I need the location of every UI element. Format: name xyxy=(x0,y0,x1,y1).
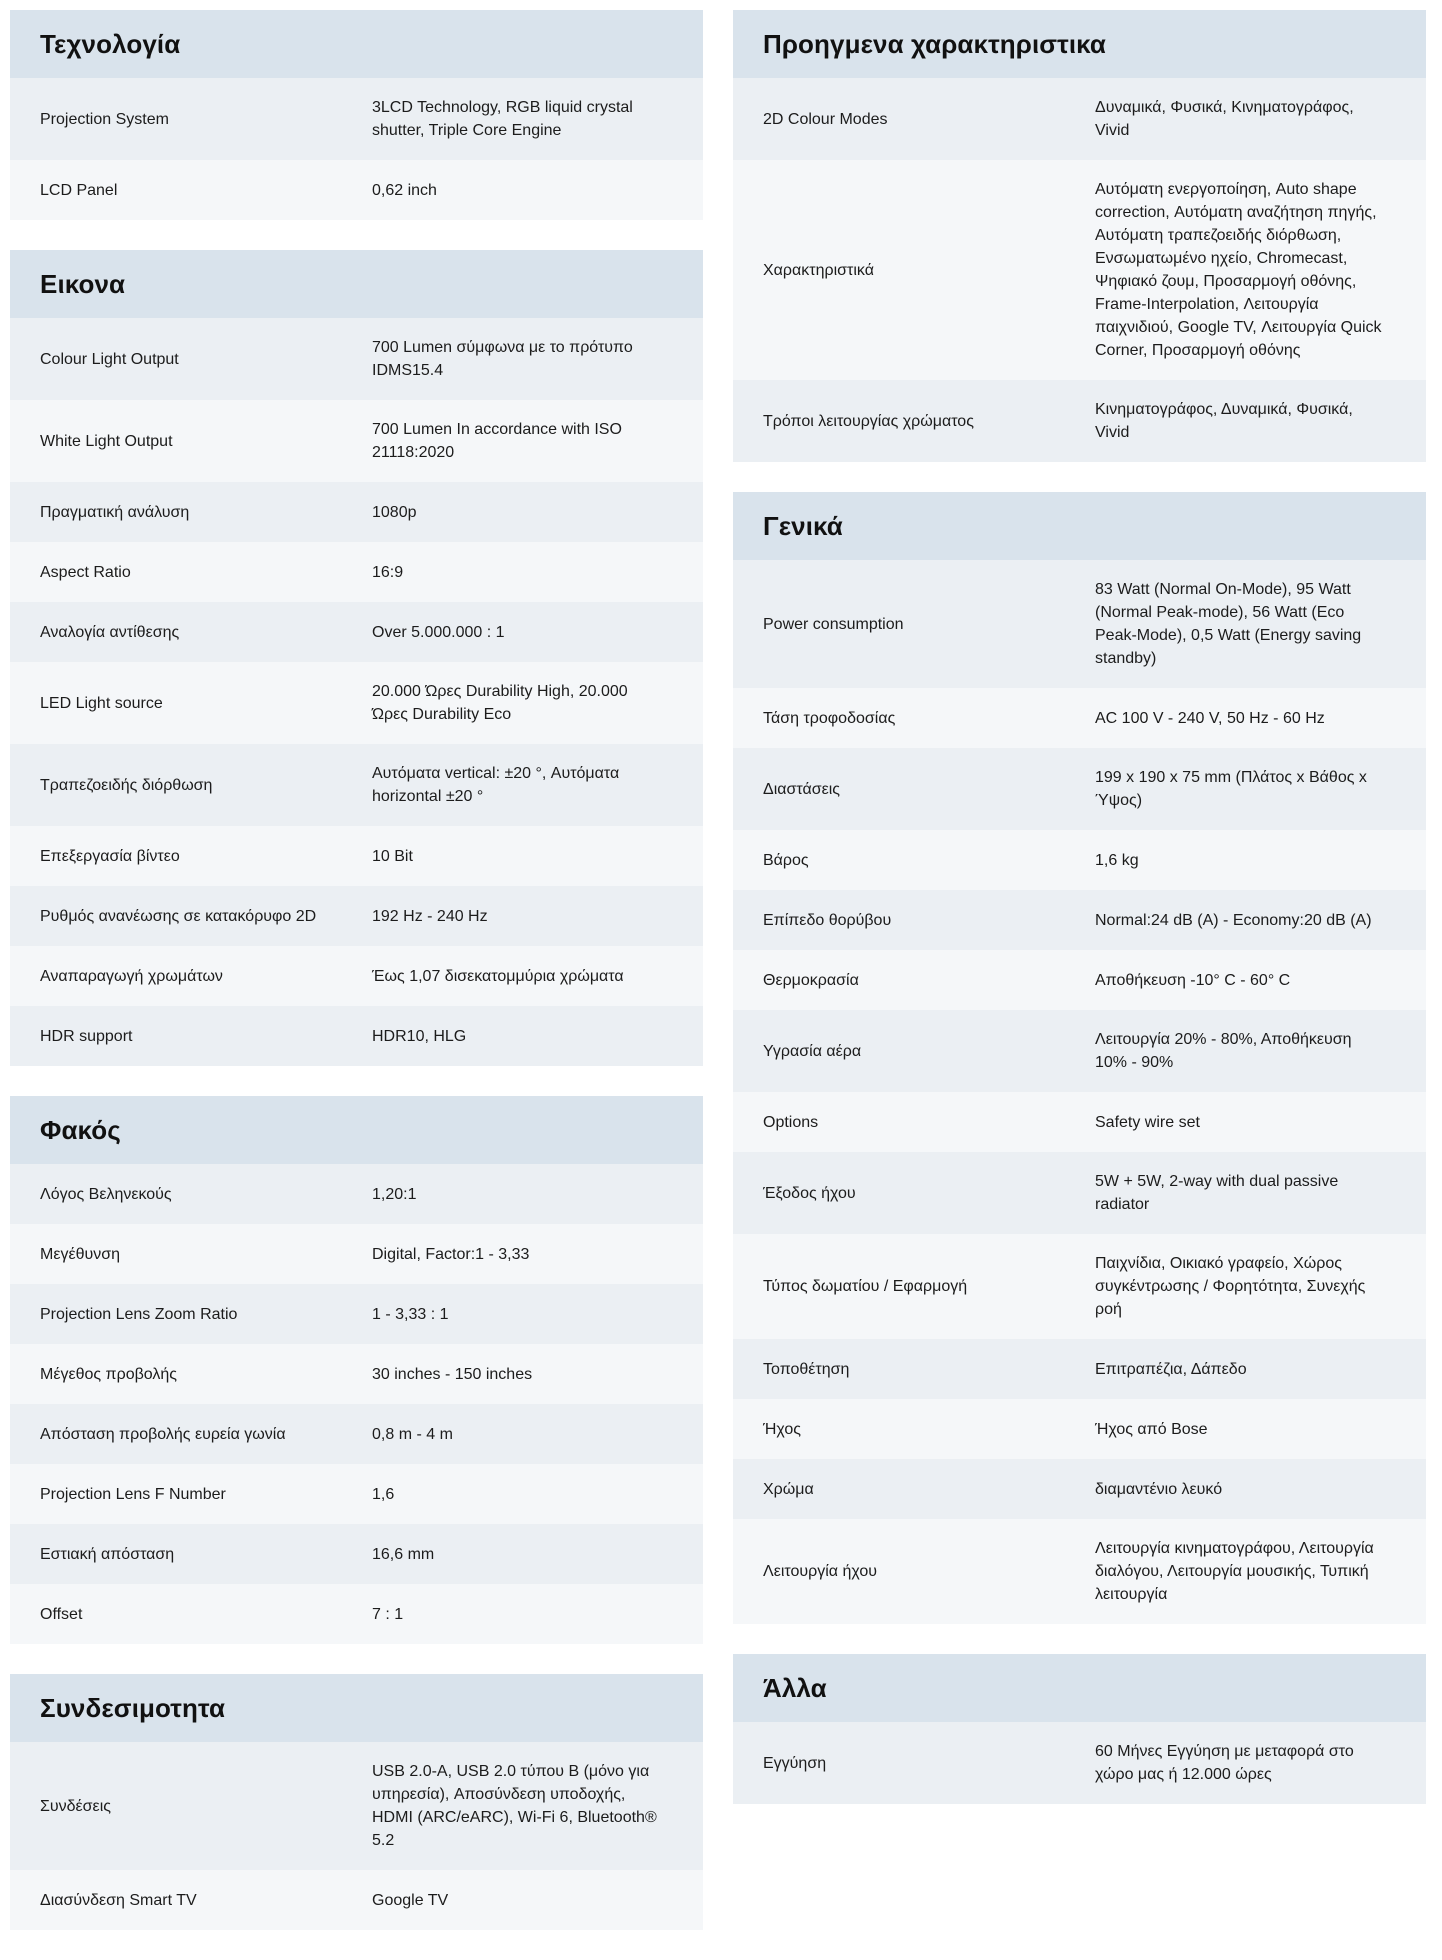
spec-value: 30 inches - 150 inches xyxy=(372,1365,533,1383)
spec-label: Διαστάσεις xyxy=(763,780,840,798)
spec-row xyxy=(733,1339,1426,1399)
spec-value: Επιτραπέζια, Δάπεδο xyxy=(1095,1360,1247,1378)
spec-row xyxy=(10,1464,703,1524)
spec-row xyxy=(10,1524,703,1584)
spec-label: Ήχος xyxy=(763,1420,801,1438)
spec-row xyxy=(10,1344,703,1404)
section-title: Εικονα xyxy=(40,268,126,299)
spec-value: 60 Μήνες Εγγύηση με μεταφορά στο χώρο μας ή 12.000 ώρες xyxy=(1095,1743,1354,1783)
spec-label: LCD Panel xyxy=(40,181,118,199)
spec-table xyxy=(10,1164,703,1644)
spec-value: 1,6 kg xyxy=(1095,851,1139,869)
spec-value: 5W + 5W, 2-way with dual passive radiator xyxy=(1095,1173,1339,1213)
spec-value: 20.000 Ώρες Durability High, 20.000 Ώρες Durability Eco xyxy=(372,683,628,723)
spec-value: διαμαντένιο λευκό xyxy=(1095,1480,1223,1498)
section-header xyxy=(10,1674,703,1742)
spec-row xyxy=(733,160,1426,380)
spec-row xyxy=(733,830,1426,890)
spec-table xyxy=(733,1722,1426,1804)
spec-label: Υγρασία αέρα xyxy=(763,1042,862,1060)
spec-value: Δυναμικά, Φυσικά, Κινηματογράφος, Vivid xyxy=(1095,99,1354,139)
spec-label: Εστιακή απόσταση xyxy=(40,1545,175,1563)
spec-row xyxy=(10,482,703,542)
spec-row xyxy=(10,318,703,400)
section-header xyxy=(733,1654,1426,1722)
spec-row xyxy=(10,886,703,946)
spec-value: USB 2.0-A, USB 2.0 τύπου B (μόνο για υπηρεσία), Αποσύνδεση υποδοχής, HDMI (ARC/eARC), Wi-Fi 6, Bluetooth® 5.2 xyxy=(372,1763,657,1849)
spec-row xyxy=(10,602,703,662)
spec-value: 3LCD Technology, RGB liquid crystal shutter, Triple Core Engine xyxy=(372,99,633,139)
spec-label: Λόγος Βεληνεκούς xyxy=(40,1185,172,1203)
spec-value: 16:9 xyxy=(372,563,404,581)
spec-value: Digital, Factor:1 - 3,33 xyxy=(372,1245,530,1263)
spec-row xyxy=(10,1224,703,1284)
spec-value: 1080p xyxy=(372,503,417,521)
section-title: Γενικά xyxy=(763,510,843,541)
spec-label: Τύπος δωματίου / Εφαρμογή xyxy=(763,1278,968,1295)
section-title: Φακός xyxy=(40,1114,121,1145)
section-title: Προηγμενα χαρακτηριστικα xyxy=(763,28,1107,59)
spec-value: 199 x 190 x 75 mm (Πλάτος x Βάθος x Ύψος) xyxy=(1095,769,1367,809)
left-column xyxy=(10,10,703,1960)
spec-label: Αναλογία αντίθεσης xyxy=(40,623,180,641)
spec-row xyxy=(10,1584,703,1644)
section-header xyxy=(10,250,703,318)
spec-table xyxy=(10,318,703,1066)
spec-row xyxy=(10,826,703,886)
spec-value: HDR10, HLG xyxy=(372,1027,467,1045)
spec-value: Safety wire set xyxy=(1095,1113,1200,1131)
spec-value: Αυτόματη ενεργοποίηση, Auto shape correction, Αυτόματη αναζήτηση πηγής, Αυτόματη τραπεζοειδής διόρθωση, Ενσωματωμένο ηχείο, Chromecast, Ψηφιακό ζουμ, Προσαρμογή οθόνης, Frame-Interpolation, Λειτουργία παιχνιδιού, Google TV, Λειτουργία Quick Corner, Προσαρμογή οθόνης xyxy=(1095,181,1382,359)
spec-value: 1 - 3,33 : 1 xyxy=(372,1305,449,1323)
spec-value: 700 Lumen σύμφωνα με το πρότυπο IDMS15.4 xyxy=(372,339,633,379)
spec-label: Λειτουργία ήχου xyxy=(763,1563,877,1580)
spec-row xyxy=(733,1010,1426,1092)
spec-label: Power consumption xyxy=(763,615,904,633)
spec-section xyxy=(10,1674,703,1930)
spec-value: Λειτουργία κινηματογράφου, Λειτουργία διαλόγου, Λειτουργία μουσικής, Τυπική λειτουργία xyxy=(1095,1540,1374,1603)
spec-row xyxy=(733,78,1426,160)
spec-label: Τοποθέτηση xyxy=(763,1360,850,1378)
spec-row xyxy=(733,890,1426,950)
spec-value: 16,6 mm xyxy=(372,1545,435,1563)
spec-row xyxy=(10,744,703,826)
spec-label: Διασύνδεση Smart TV xyxy=(40,1891,197,1909)
spec-label: Μεγέθυνση xyxy=(40,1245,121,1263)
spec-row xyxy=(733,950,1426,1010)
spec-value: AC 100 V - 240 V, 50 Hz - 60 Hz xyxy=(1095,709,1325,727)
spec-value: Κινηματογράφος, Δυναμικά, Φυσικά, Vivid xyxy=(1095,401,1353,441)
spec-label: Projection System xyxy=(40,110,169,128)
spec-row xyxy=(10,78,703,160)
spec-row xyxy=(10,1284,703,1344)
spec-section xyxy=(733,492,1426,1624)
spec-row xyxy=(733,1722,1426,1804)
spec-label: Μέγεθος προβολής xyxy=(40,1365,177,1383)
spec-value: Normal:24 dB (A) - Economy:20 dB (A) xyxy=(1095,911,1372,929)
spec-table xyxy=(733,78,1426,462)
spec-section xyxy=(10,1096,703,1644)
spec-table xyxy=(733,560,1426,1624)
spec-row xyxy=(10,946,703,1006)
section-header xyxy=(10,10,703,78)
section-header xyxy=(733,10,1426,78)
spec-label: White Light Output xyxy=(40,432,173,450)
spec-row xyxy=(10,1006,703,1066)
spec-value: Αυτόματα vertical: ±20 °, Αυτόματα horizontal ±20 ° xyxy=(372,765,620,805)
spec-row xyxy=(10,542,703,602)
spec-value: 0,62 inch xyxy=(372,181,437,199)
spec-row xyxy=(733,1459,1426,1519)
spec-row xyxy=(10,1404,703,1464)
spec-table xyxy=(10,78,703,220)
spec-label: Εγγύηση xyxy=(763,1754,827,1772)
spec-row xyxy=(733,1519,1426,1624)
spec-label: Χρώμα xyxy=(763,1480,814,1498)
spec-value: Over 5.000.000 : 1 xyxy=(372,623,505,641)
spec-row xyxy=(733,1092,1426,1152)
spec-row xyxy=(10,662,703,744)
spec-row xyxy=(733,1234,1426,1339)
spec-label: Τάση τροφοδοσίας xyxy=(763,709,896,727)
spec-row xyxy=(10,160,703,220)
spec-value: 1,6 xyxy=(372,1485,395,1503)
spec-label: Colour Light Output xyxy=(40,350,179,368)
spec-label: Χαρακτηριστικά xyxy=(763,261,874,279)
spec-label: Επίπεδο θορύβου xyxy=(763,911,892,929)
spec-label: LED Light source xyxy=(40,694,163,712)
spec-table xyxy=(10,1742,703,1930)
spec-label: Συνδέσεις xyxy=(40,1797,111,1815)
spec-label: Τρόποι λειτουργίας χρώματος xyxy=(763,412,974,430)
spec-label: Τραπεζοειδής διόρθωση xyxy=(40,776,213,794)
spec-label: Projection Lens Zoom Ratio xyxy=(40,1305,238,1323)
spec-value: 10 Bit xyxy=(372,847,413,865)
spec-row xyxy=(10,1164,703,1224)
spec-value: 0,8 m - 4 m xyxy=(372,1425,453,1443)
spec-label: Έξοδος ήχου xyxy=(763,1184,856,1202)
spec-row xyxy=(733,1152,1426,1234)
spec-value: Έως 1,07 δισεκατομμύρια χρώματα xyxy=(372,967,624,985)
right-column xyxy=(733,10,1426,1834)
section-title: Τεχνολογία xyxy=(40,28,181,59)
section-title: Άλλα xyxy=(763,1672,827,1703)
spec-value: 7 : 1 xyxy=(372,1605,404,1623)
spec-label: Options xyxy=(763,1113,819,1131)
spec-row xyxy=(733,688,1426,748)
spec-label: Βάρος xyxy=(763,851,809,869)
spec-label: Θερμοκρασία xyxy=(763,971,859,989)
spec-row xyxy=(733,560,1426,688)
spec-label: Aspect Ratio xyxy=(40,563,131,581)
spec-label: Projection Lens F Number xyxy=(40,1485,226,1503)
spec-label: HDR support xyxy=(40,1027,133,1045)
spec-label: Αναπαραγωγή χρωμάτων xyxy=(40,967,223,985)
spec-label: Offset xyxy=(40,1605,83,1623)
spec-value: 192 Hz - 240 Hz xyxy=(372,907,488,925)
spec-row xyxy=(733,380,1426,462)
spec-section xyxy=(10,250,703,1066)
spec-label: Επεξεργασία βίντεο xyxy=(40,847,180,865)
spec-value: 700 Lumen In accordance with ISO 21118:2020 xyxy=(372,421,622,461)
spec-label: Ρυθμός ανανέωσης σε κατακόρυφο 2D xyxy=(40,907,317,925)
spec-label: Πραγματική ανάλυση xyxy=(40,503,190,521)
spec-value: Λειτουργία 20% - 80%, Αποθήκευση 10% - 90% xyxy=(1095,1031,1352,1071)
spec-row xyxy=(10,1870,703,1930)
spec-section xyxy=(10,10,703,220)
spec-section xyxy=(733,10,1426,462)
spec-section xyxy=(733,1654,1426,1804)
spec-value: 1,20:1 xyxy=(372,1185,417,1203)
spec-row xyxy=(10,1742,703,1870)
section-title: Συνδεσιμοτητα xyxy=(40,1692,226,1723)
spec-label: Απόσταση προβολής ευρεία γωνία xyxy=(40,1425,286,1443)
section-header xyxy=(10,1096,703,1164)
spec-value: Αποθήκευση -10° C - 60° C xyxy=(1095,971,1291,989)
section-header xyxy=(733,492,1426,560)
spec-value: Ήχος από Bose xyxy=(1095,1420,1208,1438)
spec-label: 2D Colour Modes xyxy=(763,110,888,128)
spec-row xyxy=(733,748,1426,830)
spec-value: 83 Watt (Normal On-Mode), 95 Watt (Normal Peak-mode), 56 Watt (Eco Peak-Mode), 0,5 Watt (Energy saving standby) xyxy=(1095,581,1362,667)
spec-value: Παιχνίδια, Οικιακό γραφείο, Χώρος συγκέντρωσης / Φορητότητα, Συνεχής ροή xyxy=(1095,1255,1366,1318)
spec-value: Google TV xyxy=(372,1891,449,1909)
spec-row xyxy=(10,400,703,482)
spec-row xyxy=(733,1399,1426,1459)
